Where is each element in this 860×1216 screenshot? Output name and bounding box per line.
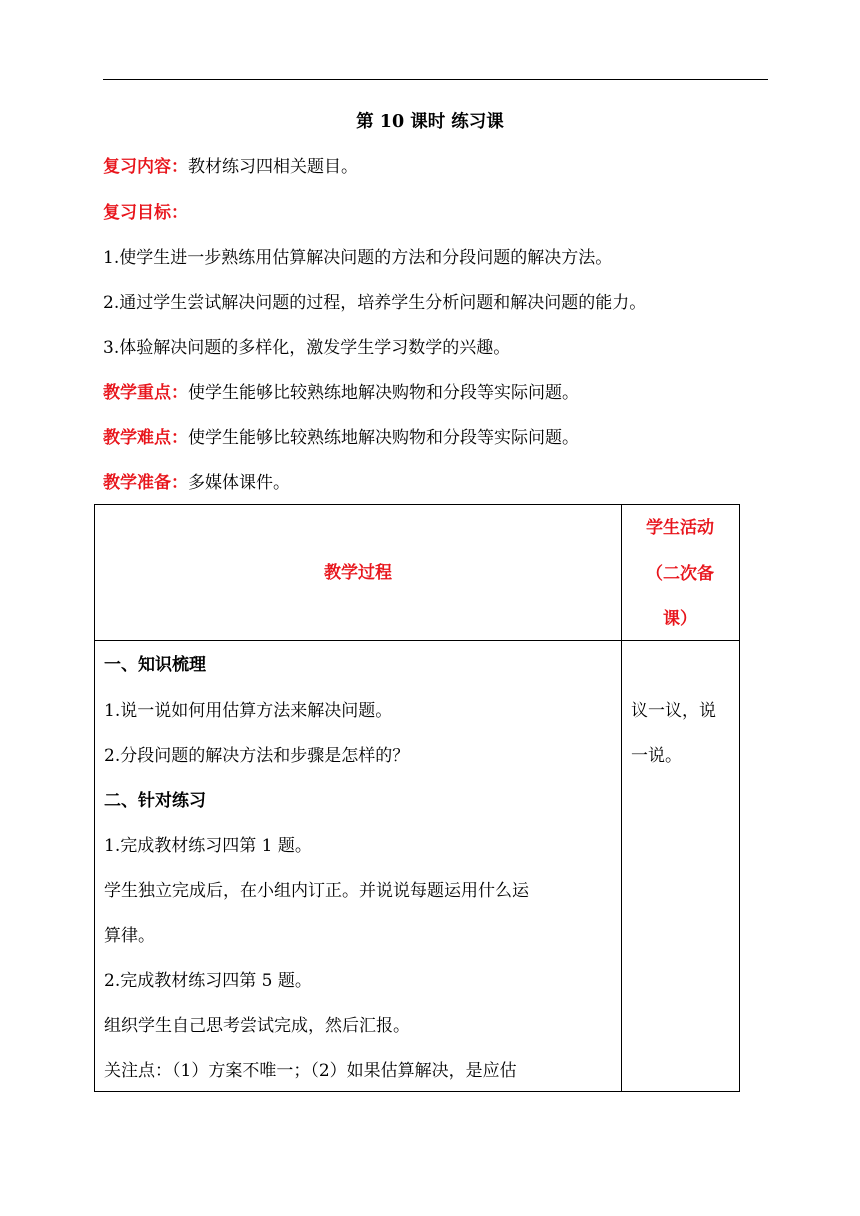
process-line: 2.分段问题的解决方法和步骤是怎样的？ bbox=[104, 746, 410, 766]
preparation-label: 教学准备： bbox=[103, 473, 188, 493]
header-student-activity: 学生活动 bbox=[646, 518, 714, 538]
difficult-point-text: 使学生能够比较熟练地解决购物和分段等实际问题。 bbox=[188, 428, 579, 448]
key-point-line bbox=[103, 381, 579, 405]
review-content-line bbox=[103, 155, 358, 179]
preparation-line bbox=[103, 471, 290, 495]
header-student-activity: （二次备 bbox=[646, 564, 714, 584]
table-column-divider bbox=[621, 505, 622, 1091]
process-line: 1.完成教材练习四第 1 题。 bbox=[104, 836, 312, 856]
table-header-divider bbox=[95, 640, 739, 641]
header-student-activity: 课） bbox=[663, 609, 697, 629]
preparation-text: 多媒体课件。 bbox=[188, 473, 290, 493]
review-goal-item: 1.使学生进一步熟练用估算解决问题的方法和分段问题的解决方法。 bbox=[103, 248, 613, 268]
review-goals-label: 复习目标： bbox=[103, 203, 188, 223]
header-rule bbox=[103, 79, 768, 80]
process-line: 关注点：（1）方案不唯一；（2）如果估算解决，是应估 bbox=[104, 1061, 517, 1081]
teaching-plan-table bbox=[94, 504, 740, 1092]
key-point-text: 使学生能够比较熟练地解决购物和分段等实际问题。 bbox=[188, 383, 579, 403]
process-line: 组织学生自己思考尝试完成，然后汇报。 bbox=[104, 1016, 410, 1036]
activity-line: 议一议，说 bbox=[631, 701, 716, 721]
process-line: 2.完成教材练习四第 5 题。 bbox=[104, 971, 312, 991]
process-line: 算律。 bbox=[104, 926, 155, 946]
process-line: 学生独立完成后，在小组内订正。并说说每题运用什么运 bbox=[104, 881, 529, 901]
process-line: 1.说一说如何用估算方法来解决问题。 bbox=[104, 701, 393, 721]
review-content-text: 教材练习四相关题目。 bbox=[188, 157, 358, 177]
header-teaching-process: 教学过程 bbox=[324, 563, 392, 583]
review-content-label: 复习内容： bbox=[103, 157, 188, 177]
review-goal-item: 3.体验解决问题的多样化，激发学生学习数学的兴趣。 bbox=[103, 338, 511, 358]
difficult-point-line bbox=[103, 426, 579, 450]
review-goal-item: 2.通过学生尝试解决问题的过程，培养学生分析问题和解决问题的能力。 bbox=[103, 293, 647, 313]
lesson-title: 第 10 课时 练习课 bbox=[356, 112, 504, 132]
key-point-label: 教学重点： bbox=[103, 383, 188, 403]
section-title: 一、知识梳理 bbox=[104, 655, 206, 675]
difficult-point-label: 教学难点： bbox=[103, 428, 188, 448]
section-title: 二、针对练习 bbox=[104, 791, 206, 811]
review-goals-line bbox=[103, 201, 188, 225]
activity-line: 一说。 bbox=[631, 746, 682, 766]
